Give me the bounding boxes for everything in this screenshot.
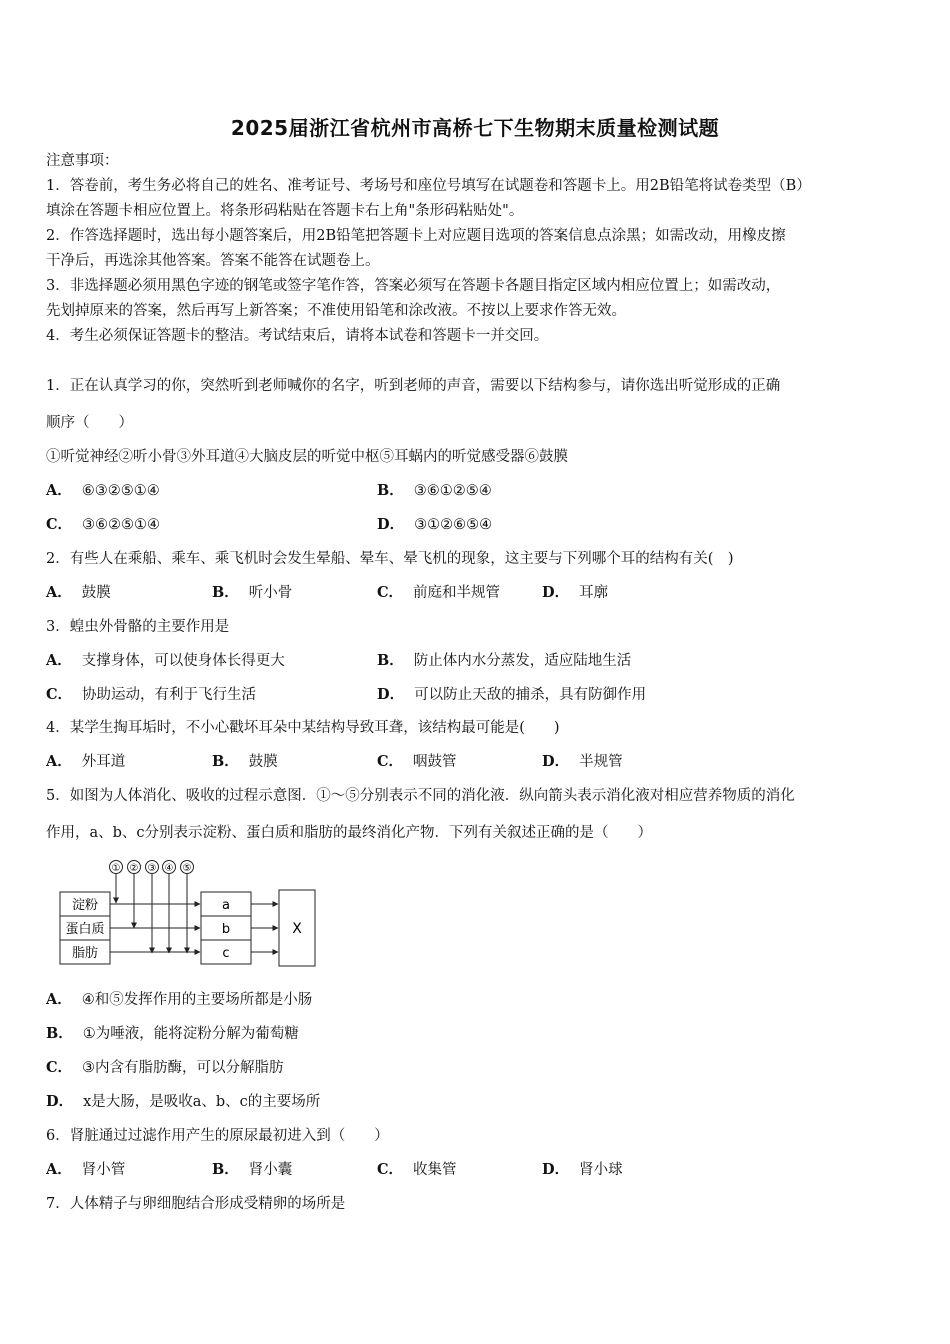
option-label: C． <box>46 1059 73 1076</box>
q3-option-b[interactable] <box>377 651 631 671</box>
notice-line: 填涂在答题卡相应位置上。将条形码粘贴在答题卡右上角"条形码粘贴处"。 <box>46 203 524 219</box>
option-text: 听小骨 <box>248 585 293 601</box>
fluid-label-2: ② <box>129 863 139 874</box>
option-text: 支撑身体，可以使身体长得更大 <box>81 653 285 669</box>
product-c: c <box>222 946 230 961</box>
option-text: 外耳道 <box>81 754 126 770</box>
q3-option-d[interactable] <box>377 685 646 705</box>
question-7-stem: 7．人体精子与卵细胞结合形成受精卵的场所是 <box>46 1196 346 1212</box>
option-text: 鼓膜 <box>81 585 111 601</box>
fluid-label-3: ③ <box>147 863 157 874</box>
q6-option-d[interactable] <box>542 1160 623 1180</box>
option-text: 咽鼓管 <box>413 754 457 770</box>
fluid-label-5: ⑤ <box>182 863 192 874</box>
q2-option-b[interactable] <box>212 583 292 603</box>
option-text: 可以防止天敌的捕杀，具有防御作用 <box>414 687 647 703</box>
q4-option-d[interactable] <box>542 752 623 772</box>
q6-option-a[interactable] <box>46 1160 125 1180</box>
question-1-stem-cont: 顺序（ ） <box>46 415 133 431</box>
option-text: ③①②⑥⑤④ <box>414 517 493 533</box>
product-boxes <box>201 892 251 964</box>
option-label: C． <box>46 516 73 533</box>
question-5-stem: 5．如图为人体消化、吸收的过程示意图．①～⑤分别表示不同的消化液．纵向箭头表示消化液对相应营养物质的消化 <box>46 788 795 804</box>
product-a: a <box>222 898 230 913</box>
question-5-stem-cont: 作用，a、b、c分别表示淀粉、蛋白质和脂肪的最终消化产物．下列有关叙述正确的是（ ） <box>46 825 653 841</box>
option-text: 耳廓 <box>579 585 609 601</box>
option-label: D． <box>46 1093 74 1110</box>
option-text: ⑥③②⑤①④ <box>81 483 160 499</box>
q6-option-b[interactable] <box>212 1160 292 1180</box>
nutrient-protein: 蛋白质 <box>65 922 105 937</box>
q1-option-b[interactable] <box>377 481 492 501</box>
option-text: 收集管 <box>413 1162 457 1178</box>
option-label: B． <box>377 652 404 669</box>
option-label: C． <box>377 1161 404 1178</box>
option-label: A． <box>46 652 72 669</box>
option-label: B． <box>212 753 239 770</box>
question-3-stem: 3．蝗虫外骨骼的主要作用是 <box>46 619 230 635</box>
option-label: B． <box>377 482 404 499</box>
option-text: 肾小囊 <box>248 1162 293 1178</box>
question-1-stem: 1．正在认真学习的你，突然听到老师喊你的名字，听到老师的声音，需要以下结构参与，请你选出听觉形成的正确 <box>46 378 781 394</box>
option-label: D． <box>542 753 570 770</box>
notice-line: 1．答卷前，考生务必将自己的姓名、准考证号、考场号和座位号填写在试题卷和答题卡上。用2B铅笔将试卷类型（B） <box>46 178 811 194</box>
digestion-diagram <box>58 856 320 968</box>
product-b: b <box>221 922 231 937</box>
q3-option-c[interactable] <box>46 685 256 705</box>
notice-line: 4．考生必须保证答题卡的整洁。考试结束后，请将本试卷和答题卡一并交回。 <box>46 328 549 344</box>
organ-label: X <box>292 921 302 937</box>
option-text: 防止体内水分蒸发，适应陆地生活 <box>413 653 632 669</box>
q1-option-c[interactable] <box>46 515 160 535</box>
option-label: B． <box>212 584 239 601</box>
notice-heading: 注意事项： <box>46 153 119 169</box>
page-title: 2025届浙江省杭州市高桥七下生物期末质量检测试题 <box>230 116 720 140</box>
q2-option-d[interactable] <box>542 583 608 603</box>
option-text: 前庭和半规管 <box>413 585 501 601</box>
option-label: A． <box>46 482 72 499</box>
option-label: A． <box>46 584 72 601</box>
fluid-labels <box>110 861 194 875</box>
q5-option-d[interactable] <box>46 1092 320 1112</box>
q5-option-a[interactable] <box>46 990 312 1010</box>
question-4-stem: 4．某学生掏耳垢时，不小心戳坏耳朵中某结构导致耳聋，该结构最可能是( ) <box>46 720 560 736</box>
option-text: 肾小管 <box>81 1162 126 1178</box>
q2-option-c[interactable] <box>377 583 500 603</box>
q5-option-b[interactable] <box>46 1024 299 1044</box>
q4-option-b[interactable] <box>212 752 278 772</box>
option-text: 协助运动，有利于飞行生活 <box>82 687 257 703</box>
option-label: C． <box>46 686 73 703</box>
q2-option-a[interactable] <box>46 583 111 603</box>
option-text: 肾小球 <box>579 1162 623 1178</box>
option-text: ④和⑤发挥作用的主要场所都是小肠 <box>81 992 313 1008</box>
option-label: D． <box>542 1161 570 1178</box>
option-text: ③内含有脂肪酶，可以分解脂肪 <box>82 1060 284 1076</box>
option-label: B． <box>46 1025 73 1042</box>
option-text: 鼓膜 <box>248 754 278 770</box>
notice-line: 2．作答选择题时，选出每小题答案后，用2B铅笔把答题卡上对应题目选项的答案信息点涂黑；如需改动，用橡皮擦 <box>46 228 786 244</box>
q3-option-a[interactable] <box>46 651 285 671</box>
option-label: C． <box>377 584 404 601</box>
fluid-arrows <box>116 874 187 953</box>
q5-option-c[interactable] <box>46 1058 284 1078</box>
option-label: C． <box>377 753 404 770</box>
q1-option-d[interactable] <box>377 515 492 535</box>
option-label: A． <box>46 991 72 1008</box>
q4-option-c[interactable] <box>377 752 457 772</box>
fluid-label-4: ④ <box>164 863 174 874</box>
q1-option-a[interactable] <box>46 481 160 501</box>
q6-option-c[interactable] <box>377 1160 457 1180</box>
option-label: A． <box>46 1161 72 1178</box>
nutrient-starch: 淀粉 <box>71 898 99 913</box>
fluid-label-1: ① <box>111 863 121 874</box>
option-label: A． <box>46 753 72 770</box>
option-text: 半规管 <box>579 754 623 770</box>
option-text: ①为唾液，能将淀粉分解为葡萄糖 <box>82 1026 299 1042</box>
option-text: ③⑥①②⑤④ <box>413 483 492 499</box>
question-6-stem: 6．肾脏通过过滤作用产生的原尿最初进入到（ ） <box>46 1128 389 1144</box>
notice-line: 3．非选择题必须用黑色字迹的钢笔或签字笔作答，答案必须写在答题卡各题目指定区域内相应位置上；如需改动， <box>46 278 781 294</box>
option-label: D． <box>542 584 570 601</box>
notice-line: 先划掉原来的答案，然后再写上新答案；不准使用铅笔和涂改液。不按以上要求作答无效。 <box>46 303 626 319</box>
option-label: D． <box>377 686 405 703</box>
question-2-stem: 2．有些人在乘船、乘车、乘飞机时会发生晕船、晕车、晕飞机的现象，这主要与下列哪个耳的结构有关( ) <box>46 551 734 567</box>
q4-option-a[interactable] <box>46 752 125 772</box>
option-label: B． <box>212 1161 239 1178</box>
option-text: ③⑥②⑤①④ <box>82 517 161 533</box>
notice-line: 干净后，再选涂其他答案。答案不能答在试题卷上。 <box>46 253 380 269</box>
option-text: x是大肠，是吸收a、b、c的主要场所 <box>83 1094 321 1110</box>
question-1-items: ①听觉神经②听小骨③外耳道④大脑皮层的听觉中枢⑤耳蜗内的听觉感受器⑥鼓膜 <box>46 449 568 465</box>
nutrient-fat: 脂肪 <box>71 946 99 961</box>
absorption-arrows <box>251 904 278 952</box>
nutrient-boxes <box>60 892 110 964</box>
option-label: D． <box>377 516 405 533</box>
